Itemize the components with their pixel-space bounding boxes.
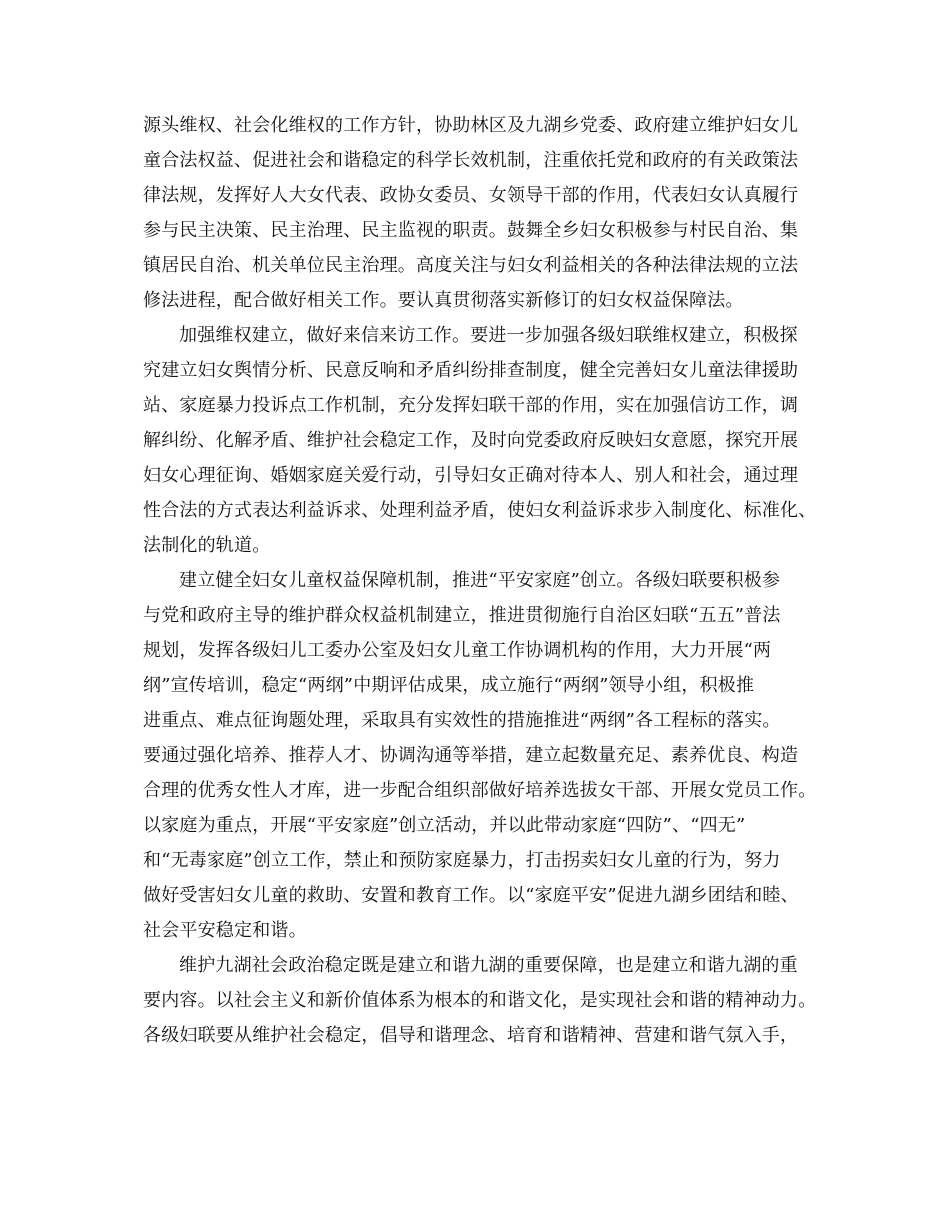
text-line: 建立健全妇女儿童权益保障机制，推进“平安家庭”创立。各级妇联要积极参 <box>179 570 781 591</box>
paragraph <box>143 563 833 948</box>
text-line: 以家庭为重点，开展“平安家庭”创立活动，并以此带动家庭“四防”、“四无” <box>143 815 746 836</box>
text-line: 修法进程，配合做好相关工作。要认真贯彻落实新修订的妇女权益保障法。 <box>143 290 744 311</box>
text-line: 社会平安稳定和谐。 <box>143 920 307 941</box>
text-line: 源头维权、社会化维权的工作方针，协助林区及九湖乡党委、政府建立维护妇女儿 <box>143 115 799 136</box>
document-body <box>143 108 833 1053</box>
paragraph <box>143 948 833 1053</box>
text-line: 做好受害妇女儿童的救助、安置和教育工作。以“家庭平安”促进九湖乡团结和睦、 <box>143 885 799 906</box>
text-line: 规划，发挥各级妇儿工委办公室及妇女儿童工作协调机构的作用，大力开展“两 <box>143 640 772 661</box>
text-line: 律法规，发挥好人大女代表、政协女委员、女领导干部的作用，代表妇女认真履行 <box>143 185 799 206</box>
text-line: 站、家庭暴力投诉点工作机制，充分发挥妇联干部的作用，实在加强信访工作，调 <box>143 395 799 416</box>
text-line: 要内容。以社会主义和新价值体系为根本的和谐文化，是实现社会和谐的精神动力。 <box>143 990 817 1011</box>
paragraph <box>143 108 833 318</box>
text-line: 与党和政府主导的维护群众权益机制建立，推进贯彻施行自治区妇联“五五”普法 <box>143 605 781 626</box>
text-line: 性合法的方式表达利益诉求、处理利益矛盾，使妇女利益诉求步入制度化、标准化、 <box>143 500 817 521</box>
text-line: 参与民主决策、民主治理、民主监视的职责。鼓舞全乡妇女积极参与村民自治、集 <box>143 220 799 241</box>
text-line: 进重点、难点征询题处理，采取具有实效性的措施推进“两纲”各工程标的落实。 <box>143 710 781 731</box>
text-line: 镇居民自治、机关单位民主治理。高度关注与妇女利益相关的各种法律法规的立法 <box>143 255 799 276</box>
text-line: 各级妇联要从维护社会稳定，倡导和谐理念、培育和谐精神、营建和谐气氛入手， <box>143 1025 799 1046</box>
text-line: 合理的优秀女性人才库，进一步配合组织部做好培养选拔女干部、开展女党员工作。 <box>143 780 817 801</box>
text-line: 解纠纷、化解矛盾、维护社会稳定工作，及时向党委政府反映妇女意愿，探究开展 <box>143 430 799 451</box>
text-line: 童合法权益、促进社会和谐稳定的科学长效机制，注重依托党和政府的有关政策法 <box>143 150 799 171</box>
text-line: 和“无毒家庭”创立工作，禁止和预防家庭暴力，打击拐卖妇女儿童的行为，努力 <box>143 850 781 871</box>
text-line: 纲”宣传培训，稳定“两纲”中期评估成果，成立施行“两纲”领导小组，积极推 <box>143 675 755 696</box>
text-line: 维护九湖社会政治稳定既是建立和谐九湖的重要保障，也是建立和谐九湖的重 <box>179 955 798 976</box>
paragraph <box>143 318 833 563</box>
text-line: 妇女心理征询、婚姻家庭关爱行动，引导妇女正确对待本人、别人和社会，通过理 <box>143 465 799 486</box>
text-line: 加强维权建立，做好来信来访工作。要进一步加强各级妇联维权建立，积极探 <box>179 325 798 346</box>
text-line: 法制化的轨道。 <box>143 535 271 556</box>
text-line: 要通过强化培养、推荐人才、协调沟通等举措，建立起数量充足、素养优良、构造 <box>143 745 799 766</box>
text-line: 究建立妇女舆情分析、民意反响和矛盾纠纷排查制度，健全完善妇女儿童法律援助 <box>143 360 799 381</box>
